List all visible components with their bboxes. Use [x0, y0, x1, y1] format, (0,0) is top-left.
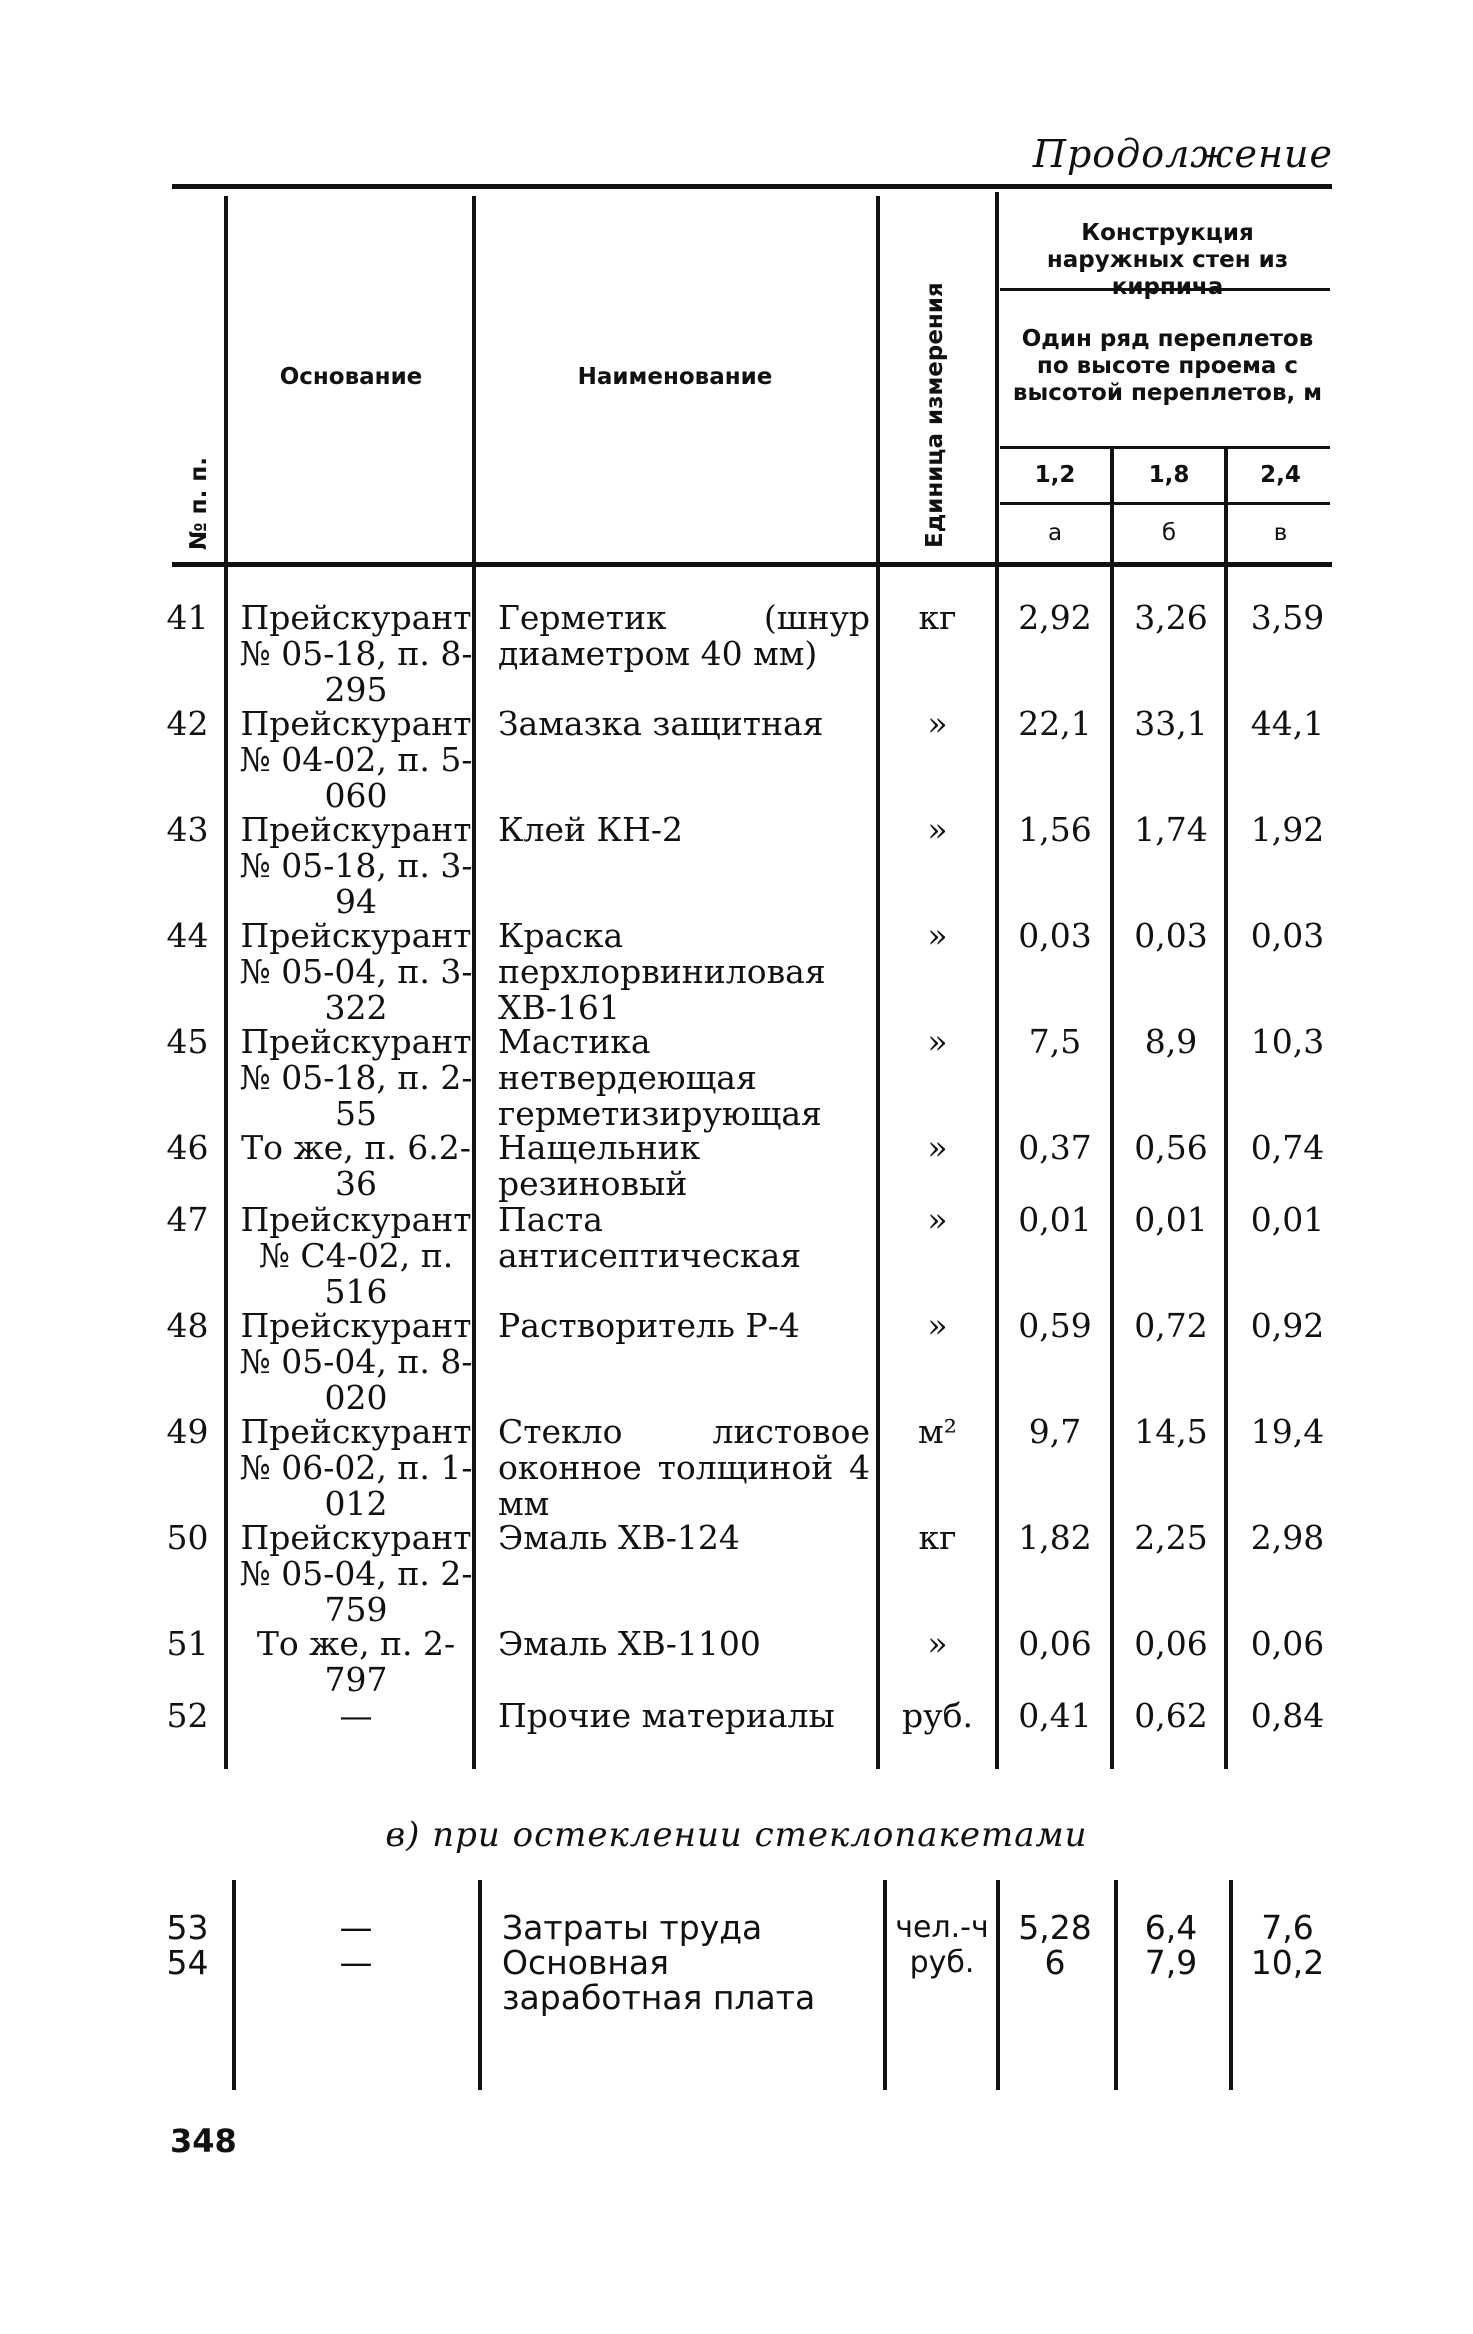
row-value-v: 0,92: [1250, 1306, 1325, 1345]
col-header-unit: Единица измерения: [922, 282, 948, 548]
row-value-a: 0,41: [1018, 1696, 1092, 1735]
group-header-walls: Конструкция наружных стен из кирпича: [1046, 220, 1289, 300]
row-name: Замазка защитная: [498, 704, 824, 743]
row-value-a: 0,59: [1018, 1306, 1092, 1345]
row-basis: Прейскурант № 05-04, п. 2-759: [239, 1518, 473, 1629]
row-number: 48: [166, 1306, 209, 1345]
row-value-b: 3,26: [1134, 598, 1208, 637]
row-value-a: 6: [1044, 1943, 1066, 1982]
row-number: 51: [166, 1624, 209, 1663]
row-value-a: 0,03: [1018, 916, 1092, 955]
row-basis: Прейскурант № 05-18, п. 2-55: [239, 1022, 473, 1133]
row-name: Основная заработная плата: [502, 1943, 816, 2017]
row-number: 50: [166, 1518, 209, 1557]
row-value-v: 0,84: [1250, 1696, 1325, 1735]
row-number: 54: [166, 1943, 209, 1982]
row-number: 49: [166, 1412, 209, 1451]
row-unit: »: [927, 1200, 948, 1239]
row-name: Растворитель Р-4: [498, 1306, 800, 1345]
row-value-a: 0,37: [1018, 1128, 1092, 1167]
col-letter-v: в: [1273, 520, 1288, 546]
row-basis: —: [339, 1908, 373, 1947]
row-name: Мастика нетвердеющая герметизирующая: [498, 1022, 822, 1133]
row-value-b: 0,06: [1134, 1624, 1208, 1663]
row-name: Краска перхлорвиниловая ХВ-161: [498, 916, 826, 1027]
row-value-a: 9,7: [1028, 1412, 1082, 1451]
row-value-v: 7,6: [1261, 1908, 1314, 1947]
row-basis: Прейскурант № 04-02, п. 5-060: [239, 704, 473, 815]
row-number: 43: [166, 810, 209, 849]
row-unit: »: [927, 1306, 948, 1345]
section-heading: в) при остеклении стеклопакетами: [385, 1815, 1088, 1855]
row-value-b: 6,4: [1144, 1908, 1198, 1947]
row-name: Герметик (шнур диаметром 40 мм): [498, 598, 870, 673]
row-name: Прочие материалы: [498, 1696, 835, 1735]
row-basis: Прейскурант № С4-02, п. 516: [240, 1200, 472, 1311]
row-name: Стекло листовое оконное толщиной 4 мм: [498, 1412, 870, 1523]
row-number: 41: [166, 598, 209, 637]
row-number: 52: [166, 1696, 209, 1735]
row-value-a: 7,5: [1028, 1022, 1082, 1061]
row-basis: Прейскурант № 05-04, п. 8-020: [239, 1306, 473, 1417]
row-number: 45: [166, 1022, 209, 1061]
row-value-a: 0,01: [1018, 1200, 1092, 1239]
row-unit: »: [927, 1624, 948, 1663]
row-basis: Прейскурант № 06-02, п. 1-012: [239, 1412, 473, 1523]
table-header-bottom-rule: [172, 562, 1332, 567]
height-1-8: 1,8: [1148, 462, 1190, 488]
row-basis: —: [339, 1696, 373, 1735]
t2-col-divider-2: [478, 1880, 482, 2090]
row-unit: »: [927, 916, 948, 955]
subgroup-header-rule: [1000, 446, 1330, 449]
row-value-v: 3,59: [1250, 598, 1325, 637]
row-value-b: 0,01: [1134, 1200, 1208, 1239]
row-value-a: 1,56: [1018, 810, 1092, 849]
row-basis: —: [339, 1943, 373, 1982]
row-value-b: 1,74: [1134, 810, 1208, 849]
height-1-2: 1,2: [1034, 462, 1076, 488]
row-value-v: 10,3: [1250, 1022, 1325, 1061]
row-value-b: 33,1: [1134, 704, 1208, 743]
row-basis: То же, п. 2-797: [256, 1624, 456, 1699]
row-unit: руб.: [902, 1696, 973, 1735]
row-value-v: 0,74: [1250, 1128, 1325, 1167]
row-unit: руб.: [909, 1945, 975, 1980]
col-divider-6: [1224, 446, 1228, 1769]
row-value-v: 44,1: [1250, 704, 1325, 743]
row-value-v: 0,03: [1250, 916, 1325, 955]
row-value-v: 2,98: [1250, 1518, 1325, 1557]
row-basis: Прейскурант № 05-18, п. 3-94: [239, 810, 473, 921]
row-value-a: 2,92: [1018, 598, 1092, 637]
row-number: 44: [166, 916, 209, 955]
row-unit: кг: [918, 598, 957, 637]
row-value-a: 0,06: [1018, 1624, 1092, 1663]
table-top-rule: [172, 184, 1332, 189]
row-value-b: 7,9: [1144, 1943, 1198, 1982]
col-divider-1: [224, 196, 228, 1769]
row-value-a: 5,28: [1018, 1908, 1092, 1947]
row-unit: »: [927, 704, 948, 743]
row-value-v: 10,2: [1250, 1943, 1325, 1982]
row-basis: Прейскурант № 05-18, п. 8-295: [239, 598, 473, 709]
col-letter-a: а: [1047, 520, 1063, 546]
row-name: Нащельник резиновый: [498, 1128, 701, 1203]
subgroup-header-frames: Один ряд переплетов по высоте проема с высотой переплетов, м: [1012, 326, 1323, 406]
continued-label: Продолжение: [1032, 132, 1333, 176]
row-value-b: 2,25: [1134, 1518, 1208, 1557]
col-divider-4: [995, 192, 999, 1769]
row-name: Клей КН-2: [498, 810, 683, 849]
row-unit: чел.-ч: [895, 1910, 989, 1945]
row-value-b: 8,9: [1144, 1022, 1198, 1061]
row-value-b: 0,72: [1134, 1306, 1208, 1345]
height-row-rule: [1000, 502, 1330, 505]
row-value-v: 19,4: [1250, 1412, 1325, 1451]
row-value-v: 0,01: [1250, 1200, 1325, 1239]
row-basis: То же, п. 6.2-36: [241, 1128, 471, 1203]
row-value-v: 1,92: [1250, 810, 1325, 849]
row-name: Паста антисептическая: [498, 1200, 802, 1275]
row-number: 53: [166, 1908, 209, 1947]
row-number: 47: [166, 1200, 209, 1239]
row-unit: »: [927, 1128, 948, 1167]
row-name: Затраты труда: [502, 1908, 763, 1947]
row-unit: м²: [918, 1412, 957, 1451]
col-divider-5: [1110, 446, 1114, 1769]
col-letter-b: б: [1161, 520, 1177, 546]
row-unit: »: [927, 1022, 948, 1061]
row-value-a: 22,1: [1018, 704, 1092, 743]
row-value-b: 14,5: [1134, 1412, 1208, 1451]
row-unit: »: [927, 810, 948, 849]
row-number: 42: [166, 704, 209, 743]
col-header-name: Наименование: [577, 364, 773, 390]
row-name: Эмаль ХВ-1100: [498, 1624, 761, 1663]
row-value-a: 1,82: [1018, 1518, 1092, 1557]
row-number: 46: [166, 1128, 209, 1167]
col-header-number: № п. п.: [186, 457, 212, 550]
row-value-b: 0,62: [1134, 1696, 1208, 1735]
col-header-basis: Основание: [279, 364, 423, 390]
row-value-b: 0,56: [1134, 1128, 1208, 1167]
page-number: 348: [170, 2122, 237, 2160]
row-basis: Прейскурант № 05-04, п. 3-322: [239, 916, 473, 1027]
row-value-v: 0,06: [1250, 1624, 1325, 1663]
row-value-b: 0,03: [1134, 916, 1208, 955]
row-name: Эмаль ХВ-124: [498, 1518, 740, 1557]
row-unit: кг: [918, 1518, 957, 1557]
height-2-4: 2,4: [1260, 462, 1301, 488]
